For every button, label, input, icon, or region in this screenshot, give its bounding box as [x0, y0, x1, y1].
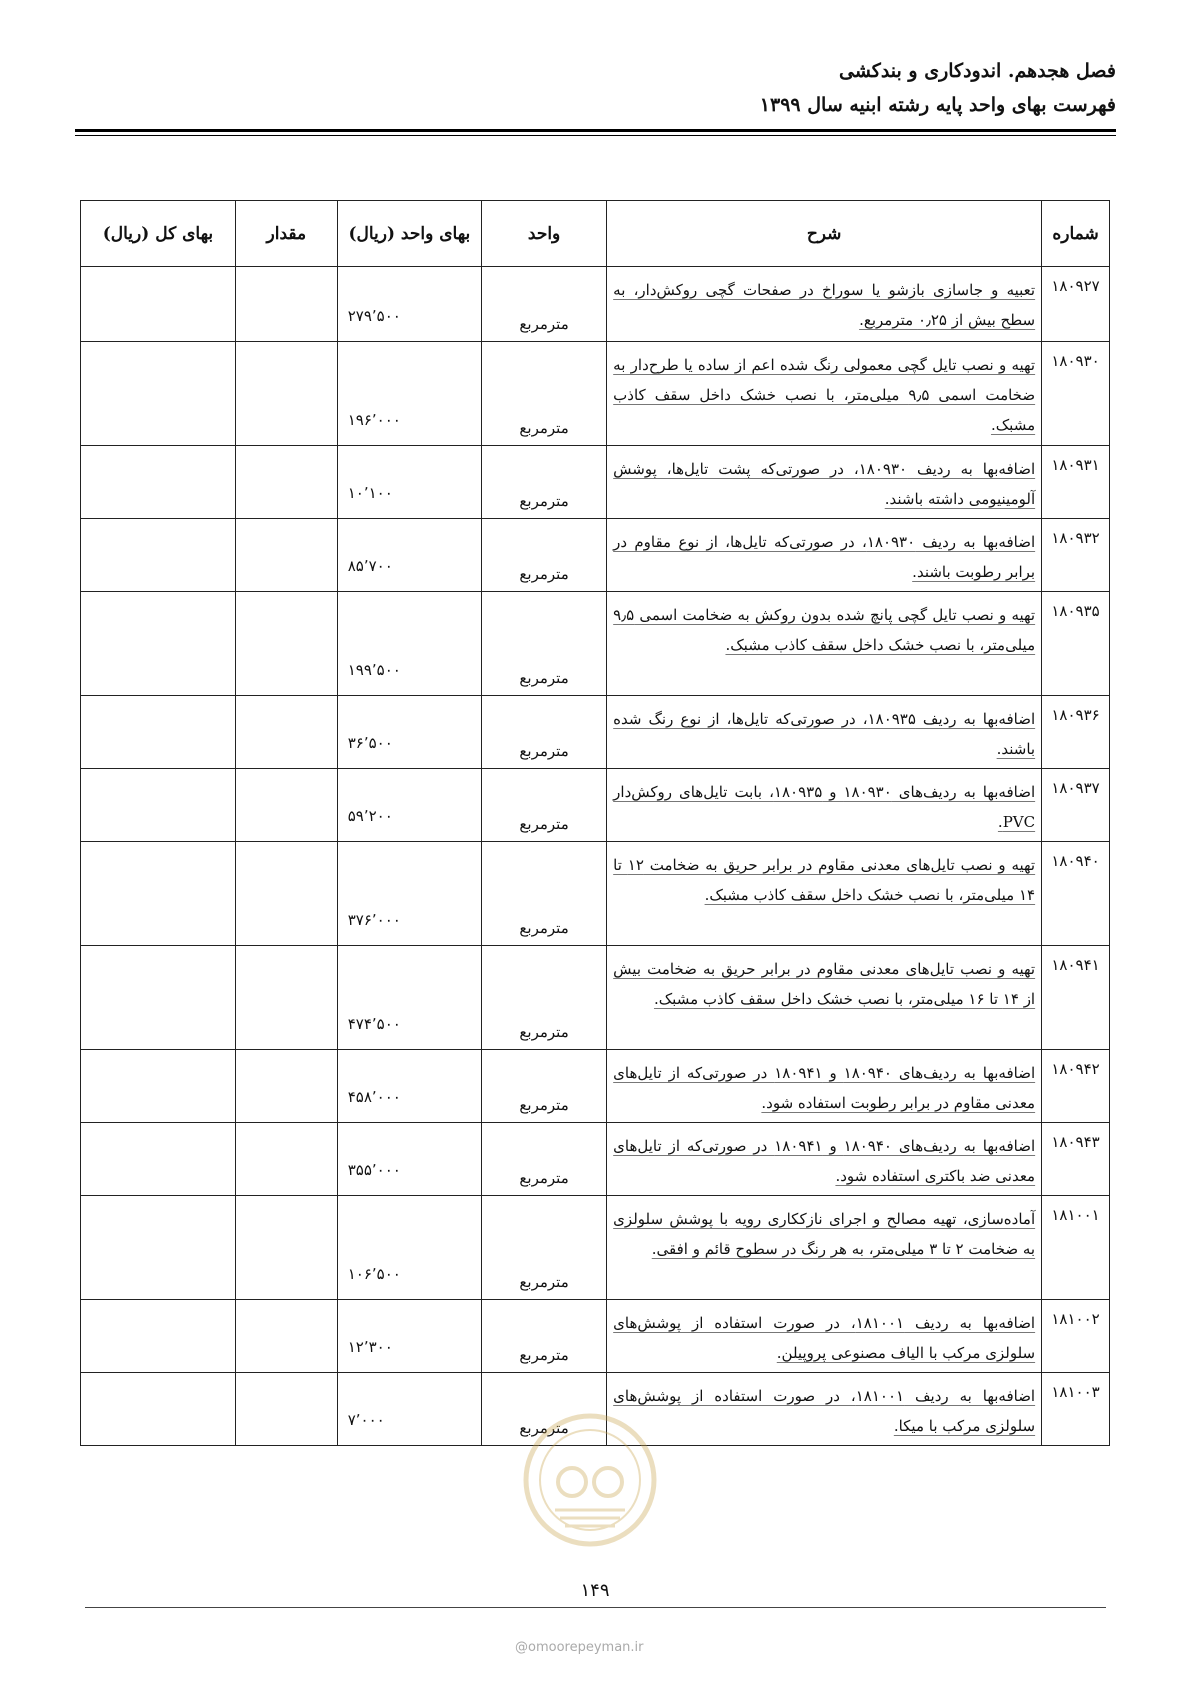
item-number: ۱۸۰۹۴۰	[1042, 842, 1110, 946]
item-description	[607, 1050, 1042, 1123]
item-unit-price: ۳۵۵٬۰۰۰	[337, 1123, 481, 1196]
item-unit-price: ۸۵٬۷۰۰	[337, 519, 481, 592]
item-total-price	[81, 1300, 236, 1373]
description-text: اضافه‌بها به ردیف‌های ۱۸۰۹۴۰ و ۱۸۰۹۴۱ در صورتی‌که از تایل‌های معدنی ضد باکتری استفاده شود.	[613, 1137, 1036, 1185]
table-row	[81, 592, 1110, 696]
item-description	[607, 696, 1042, 769]
table-row	[81, 446, 1110, 519]
col-header-number: شماره	[1042, 201, 1110, 267]
description-text: تعبیه و جاسازی بازشو یا سوراخ در صفحات گچی روکش‌دار، به سطح بیش از ۰٫۲۵ مترمربع.	[613, 281, 1036, 329]
item-number: ۱۸۰۹۴۲	[1042, 1050, 1110, 1123]
table-row	[81, 519, 1110, 592]
description-text: آماده‌سازی، تهیه مصالح و اجرای نازککاری رویه با پوشش سلولزی به ضخامت ۲ تا ۳ میلی‌متر، به هر رنگ در سطوح قائم و افقی.	[613, 1210, 1036, 1258]
table-row	[81, 769, 1110, 842]
header-rule-thin	[75, 135, 1116, 136]
item-total-price	[81, 519, 236, 592]
description-text: اضافه‌بها به ردیف ۱۸۰۹۳۵، در صورتی‌که تایل‌ها، از نوع رنگ شده باشند.	[613, 710, 1036, 758]
item-unit: مترمربع	[482, 1300, 607, 1373]
item-number: ۱۸۰۹۳۱	[1042, 446, 1110, 519]
item-total-price	[81, 696, 236, 769]
item-unit-price: ۳۶٬۵۰۰	[337, 696, 481, 769]
item-number: ۱۸۱۰۰۳	[1042, 1373, 1110, 1446]
item-unit-price: ۱۹۶٬۰۰۰	[337, 342, 481, 446]
description-text: تهیه و نصب تایل گچی معمولی رنگ شده اعم از ساده یا طرح‌دار به ضخامت اسمی ۹٫۵ میلی‌متر، با نصب خشک داخل سقف کاذب مشبک.	[613, 356, 1036, 434]
item-quantity	[235, 592, 337, 696]
item-description	[607, 1300, 1042, 1373]
item-description	[607, 769, 1042, 842]
item-quantity	[235, 1373, 337, 1446]
table-row	[81, 946, 1110, 1050]
item-unit: مترمربع	[482, 769, 607, 842]
item-quantity	[235, 769, 337, 842]
col-header-unit-price: بهای واحد (ریال)	[337, 201, 481, 267]
item-unit-price: ۱۰۶٬۵۰۰	[337, 1196, 481, 1300]
item-unit: مترمربع	[482, 1373, 607, 1446]
item-total-price	[81, 842, 236, 946]
item-unit: مترمربع	[482, 342, 607, 446]
document-title: فهرست بهای واحد پایه رشته ابنیه سال ۱۳۹۹	[759, 94, 1116, 116]
item-quantity	[235, 446, 337, 519]
item-total-price	[81, 1196, 236, 1300]
item-unit: مترمربع	[482, 1123, 607, 1196]
table-row	[81, 1123, 1110, 1196]
item-unit-price: ۳۷۶٬۰۰۰	[337, 842, 481, 946]
item-number: ۱۸۱۰۰۱	[1042, 1196, 1110, 1300]
item-description	[607, 519, 1042, 592]
item-quantity	[235, 842, 337, 946]
table-row	[81, 267, 1110, 342]
item-description	[607, 1373, 1042, 1446]
item-total-price	[81, 1373, 236, 1446]
item-total-price	[81, 1123, 236, 1196]
item-unit-price: ۷٬۰۰۰	[337, 1373, 481, 1446]
item-quantity	[235, 946, 337, 1050]
item-number: ۱۸۰۹۳۵	[1042, 592, 1110, 696]
description-text: اضافه‌بها به ردیف ۱۸۱۰۰۱، در صورت استفاده از پوشش‌های سلولزی مرکب با میکا.	[613, 1387, 1036, 1435]
item-total-price	[81, 592, 236, 696]
item-unit-price: ۴۵۸٬۰۰۰	[337, 1050, 481, 1123]
col-header-description: شرح	[607, 201, 1042, 267]
item-unit: مترمربع	[482, 842, 607, 946]
item-number: ۱۸۰۹۴۱	[1042, 946, 1110, 1050]
item-quantity	[235, 267, 337, 342]
item-unit: مترمربع	[482, 1196, 607, 1300]
item-unit: مترمربع	[482, 946, 607, 1050]
item-quantity	[235, 1196, 337, 1300]
table-row	[81, 1050, 1110, 1123]
table-header-row	[81, 201, 1110, 267]
item-description	[607, 592, 1042, 696]
table-row	[81, 696, 1110, 769]
table-row	[81, 1196, 1110, 1300]
item-unit-price: ۴۷۴٬۵۰۰	[337, 946, 481, 1050]
col-header-unit: واحد	[482, 201, 607, 267]
item-total-price	[81, 946, 236, 1050]
price-list-table	[80, 200, 1110, 1446]
description-text: اضافه‌بها به ردیف ۱۸۰۹۳۰، در صورتی‌که تایل‌ها، از نوع مقاوم در برابر رطوبت باشند.	[613, 533, 1036, 581]
item-number: ۱۸۰۹۴۳	[1042, 1123, 1110, 1196]
description-text: تهیه و نصب تایل‌های معدنی مقاوم در برابر حریق به ضخامت ۱۲ تا ۱۴ میلی‌متر، با نصب خشک داخل سقف کاذب مشبک.	[613, 856, 1036, 904]
item-number: ۱۸۰۹۲۷	[1042, 267, 1110, 342]
item-unit-price: ۱۲٬۳۰۰	[337, 1300, 481, 1373]
item-number: ۱۸۰۹۳۶	[1042, 696, 1110, 769]
item-number: ۱۸۱۰۰۲	[1042, 1300, 1110, 1373]
table-row	[81, 342, 1110, 446]
item-total-price	[81, 342, 236, 446]
description-text: تهیه و نصب تایل گچی پانچ شده بدون روکش به ضخامت اسمی ۹٫۵ میلی‌متر، با نصب خشک داخل سقف کاذب مشبک.	[613, 606, 1036, 654]
description-text: اضافه‌بها به ردیف ۱۸۱۰۰۱، در صورت استفاده از پوشش‌های سلولزی مرکب با الیاف مصنوعی پروپیلن.	[613, 1314, 1036, 1362]
col-header-quantity: مقدار	[235, 201, 337, 267]
description-text: اضافه‌بها به ردیف‌های ۱۸۰۹۳۰ و ۱۸۰۹۳۵، بابت تایل‌های روکش‌دار PVC.	[613, 783, 1036, 831]
page-number: ۱۴۹	[580, 1580, 610, 1601]
item-number: ۱۸۰۹۳۲	[1042, 519, 1110, 592]
description-text: اضافه‌بها به ردیف‌های ۱۸۰۹۴۰ و ۱۸۰۹۴۱ در صورتی‌که از تایل‌های معدنی مقاوم در برابر رطوبت استفاده شود.	[613, 1064, 1036, 1112]
item-quantity	[235, 696, 337, 769]
item-unit-price: ۱۰٬۱۰۰	[337, 446, 481, 519]
website-watermark: @omoorepeyman.ir	[515, 1640, 644, 1655]
table-row	[81, 1300, 1110, 1373]
description-text: تهیه و نصب تایل‌های معدنی مقاوم در برابر حریق به ضخامت بیش از ۱۴ تا ۱۶ میلی‌متر، با نصب خشک داخل سقف کاذب مشبک.	[613, 960, 1036, 1008]
item-total-price	[81, 446, 236, 519]
item-description	[607, 1196, 1042, 1300]
footer-rule	[85, 1607, 1106, 1608]
item-quantity	[235, 519, 337, 592]
item-unit: مترمربع	[482, 592, 607, 696]
item-quantity	[235, 342, 337, 446]
item-description	[607, 267, 1042, 342]
item-quantity	[235, 1123, 337, 1196]
item-quantity	[235, 1300, 337, 1373]
item-unit-price: ۵۹٬۲۰۰	[337, 769, 481, 842]
col-header-total-price: بهای کل (ریال)	[81, 201, 236, 267]
item-description	[607, 842, 1042, 946]
chapter-title: فصل هجدهم. اندودکاری و بندکشی	[838, 60, 1116, 82]
item-number: ۱۸۰۹۳۷	[1042, 769, 1110, 842]
description-text: اضافه‌بها به ردیف ۱۸۰۹۳۰، در صورتی‌که پشت تایل‌ها، پوشش آلومینیومی داشته باشند.	[613, 460, 1036, 508]
item-unit-price: ۲۷۹٬۵۰۰	[337, 267, 481, 342]
item-unit: مترمربع	[482, 696, 607, 769]
item-total-price	[81, 267, 236, 342]
item-number: ۱۸۰۹۳۰	[1042, 342, 1110, 446]
item-quantity	[235, 1050, 337, 1123]
item-description	[607, 946, 1042, 1050]
item-unit: مترمربع	[482, 1050, 607, 1123]
table-row	[81, 842, 1110, 946]
seal-watermark	[520, 1410, 660, 1550]
item-description	[607, 1123, 1042, 1196]
item-description	[607, 446, 1042, 519]
item-total-price	[81, 1050, 236, 1123]
item-unit: مترمربع	[482, 519, 607, 592]
item-total-price	[81, 769, 236, 842]
item-description	[607, 342, 1042, 446]
item-unit: مترمربع	[482, 267, 607, 342]
header-rule-thick	[75, 129, 1116, 132]
item-unit-price: ۱۹۹٬۵۰۰	[337, 592, 481, 696]
item-unit: مترمربع	[482, 446, 607, 519]
